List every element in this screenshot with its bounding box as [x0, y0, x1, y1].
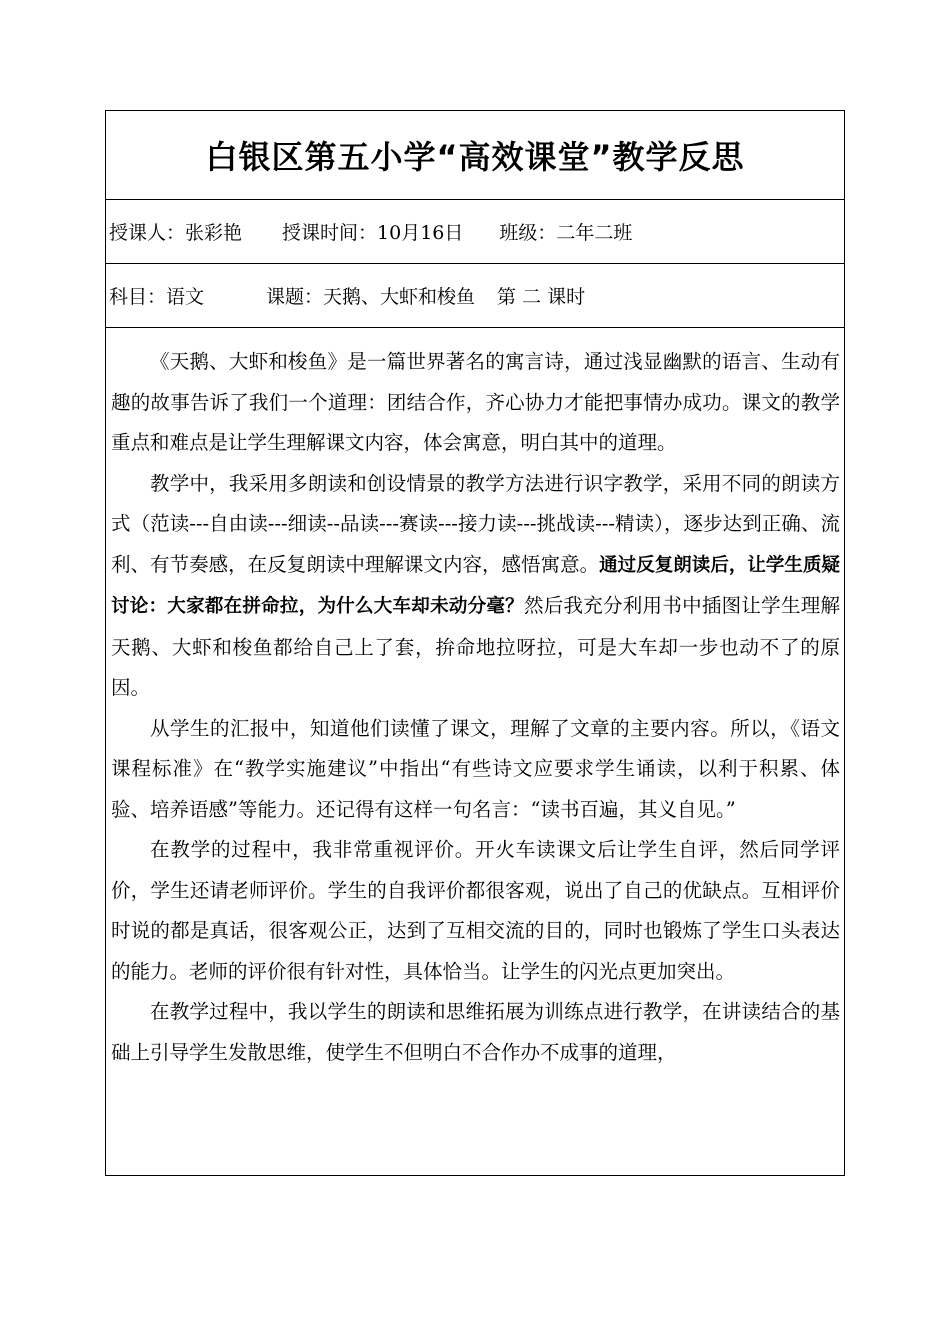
- class-field: 班级：二年二班: [499, 222, 633, 244]
- teacher-field: 授课人：张彩艳: [109, 222, 243, 244]
- topic-field: 课题：天鹅、大虾和梭鱼: [266, 286, 476, 308]
- paragraph-5: 在教学过程中，我以学生的朗读和思维拓展为训练点进行教学，在讲读结合的基础上引导学生发散思维，使学生不但明白不合作办不成事的道理，: [111, 1000, 840, 1064]
- info-row-teacher: [106, 200, 844, 264]
- lesson-time-field: 授课时间：10月16日: [282, 222, 464, 244]
- paragraph-1: 《天鹅、大虾和梭鱼》是一篇世界著名的寓言诗，通过浅显幽默的语言、生动有趣的故事告诉了我们一个道理：团结合作，齐心协力才能把事情办成功。课文的教学重点和难点是让学生理解课文内容，体会寓意，明白其中的道理。: [111, 350, 840, 454]
- reflection-body-cell: [106, 328, 844, 1175]
- paragraph-2: [111, 464, 840, 709]
- title-cell: [106, 111, 844, 200]
- document-title: 白银区第五小学“高效课堂”教学反思: [205, 138, 745, 176]
- info-row-subject: [106, 264, 844, 328]
- paragraph-2-part-2: 然后我充分利用书中插图让学生理解天鹅、大虾和梭鱼都给自己上了套，拚命地拉呀拉，可是大车却一步也动不了的原因。: [111, 594, 840, 699]
- subject-field: 科目：语文: [109, 286, 205, 308]
- paragraph-2-part-1: 教学中，我采用多朗读和创设情景的教学方法进行识字教学，采用不同的朗读方式（范读---自由读---细读--品读---赛读---接力读---挑战读---精读），逐步达到正确、流利、有节奏感，在反复朗读中理解课文内容，感悟寓意。: [111, 471, 840, 576]
- lesson-period-field: 第 二 课时: [497, 286, 586, 308]
- paragraph-2-highlight: 通过反复朗读后，让学生质疑讨论：大家都在拼命拉，为什么大车却未动分毫？: [111, 554, 840, 617]
- paragraph-4: 在教学的过程中，我非常重视评价。开火车读课文后让学生自评，然后同学评价，学生还请老师评价。学生的自我评价都很客观，说出了自己的优缺点。互相评价时说的都是真话，很客观公正，达到了互相交流的目的，同时也锻炼了学生口头表达的能力。老师的评价很有针对性，具体恰当。让学生的闪光点更加突出。: [111, 838, 840, 983]
- reflection-form-table: [105, 110, 845, 1176]
- paragraph-3: 从学生的汇报中，知道他们读懂了课文，理解了文章的主要内容。所以，《语文课程标准》在“教学实施建议”中指出“有些诗文应要求学生诵读，以利于积累、体验、培养语感”等能力。还记得有这样一句名言：“读书百遍，其义自见。”: [111, 716, 840, 821]
